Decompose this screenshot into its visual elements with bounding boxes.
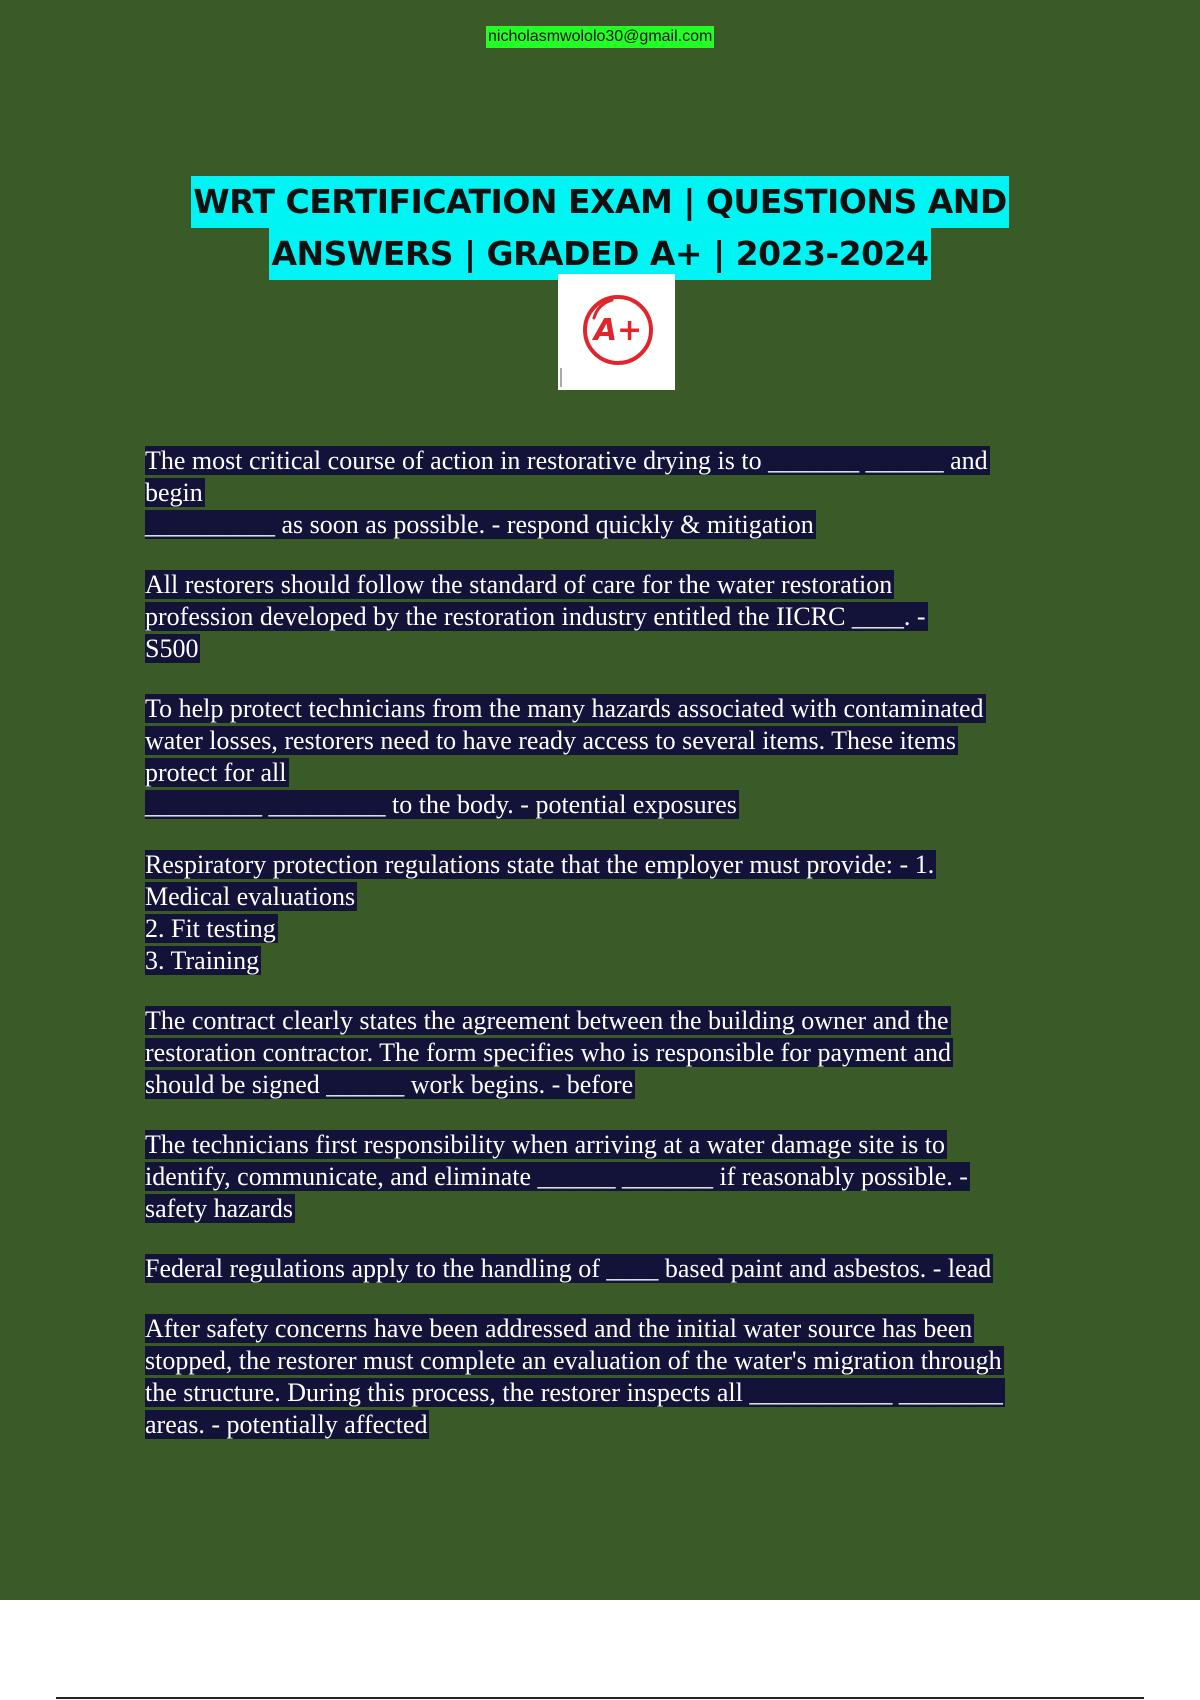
- qa-line: S500: [145, 634, 199, 663]
- qa-line: identify, communicate, and eliminate ______ _______ if reasonably possible. -: [145, 1162, 968, 1191]
- grade-a-plus-stamp-icon: [558, 274, 675, 390]
- page-divider: [56, 1697, 1144, 1699]
- qa-line: restoration contractor. The form specifies who is responsible for payment and: [145, 1038, 952, 1067]
- qa-line: areas. - potentially affected: [145, 1410, 428, 1439]
- qa-item: [145, 849, 1085, 977]
- qa-line: profession developed by the restoration industry entitled the IICRC ____. -: [145, 602, 926, 631]
- qa-line: The contract clearly states the agreement between the building owner and the: [145, 1006, 949, 1035]
- qa-line: To help protect technicians from the many hazards associated with contaminated: [145, 694, 984, 723]
- qa-item: [145, 569, 1085, 665]
- qa-line: After safety concerns have been addressed and the initial water source has been: [145, 1314, 973, 1343]
- qa-item: [145, 1253, 1085, 1285]
- qa-line: begin: [145, 478, 203, 507]
- qa-line: The technicians first responsibility when arriving at a water damage site is to: [145, 1130, 945, 1159]
- qa-line: 3. Training: [145, 946, 260, 975]
- qa-line: Medical evaluations: [145, 882, 356, 911]
- qa-line: __________ as soon as possible. - respond quickly & mitigation: [145, 510, 814, 539]
- qa-line: Federal regulations apply to the handling of ____ based paint and asbestos. - lead: [145, 1254, 992, 1283]
- qa-line: the structure. During this process, the restorer inspects all ___________ ________: [145, 1378, 1003, 1407]
- qa-item: [145, 1129, 1085, 1225]
- title-line-1: WRT CERTIFICATION EXAM | QUESTIONS AND: [191, 176, 1009, 228]
- title-line-2: ANSWERS | GRADED A+ | 2023-2024: [269, 228, 930, 280]
- qa-line: 2. Fit testing: [145, 914, 276, 943]
- qa-line: stopped, the restorer must complete an evaluation of the water's migration through: [145, 1346, 1002, 1375]
- qa-line: should be signed ______ work begins. - before: [145, 1070, 634, 1099]
- stamp-text: A+: [593, 313, 643, 348]
- qa-item: [145, 1005, 1085, 1101]
- qa-line: The most critical course of action in restorative drying is to _______ ______ and: [145, 446, 988, 475]
- qa-line: protect for all: [145, 758, 287, 787]
- qa-line: safety hazards: [145, 1194, 293, 1223]
- qa-item: [145, 445, 1085, 541]
- watermark-email: nicholasmwololo30@gmail.com: [486, 26, 714, 48]
- qa-line: water losses, restorers need to have ready access to several items. These items: [145, 726, 957, 755]
- document-title: [0, 176, 1200, 280]
- qa-list: [145, 445, 1085, 1469]
- qa-item: [145, 693, 1085, 821]
- qa-line: Respiratory protection regulations state that the employer must provide: - 1.: [145, 850, 935, 879]
- qa-line: _________ _________ to the body. - potential exposures: [145, 790, 737, 819]
- qa-line: All restorers should follow the standard of care for the water restoration: [145, 570, 893, 599]
- qa-item: [145, 1313, 1085, 1441]
